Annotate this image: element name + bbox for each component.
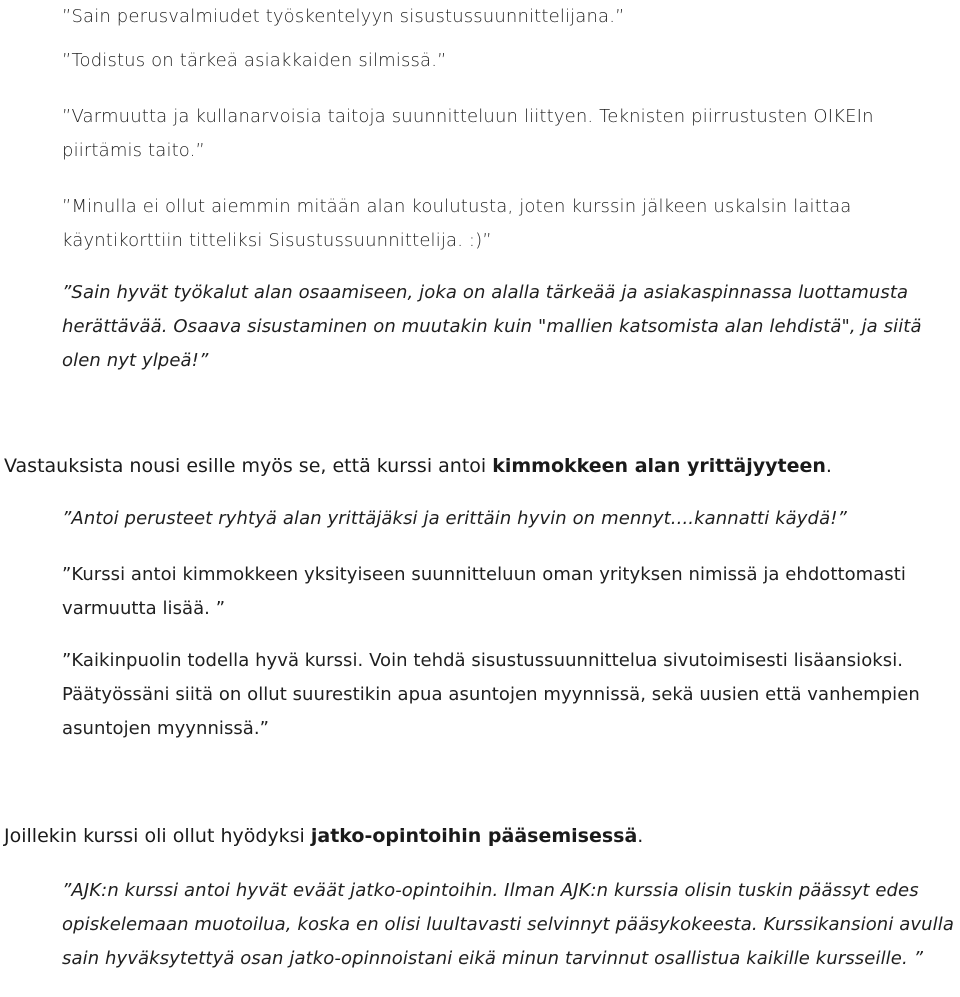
summary-statement (0, 819, 960, 853)
statement-emphasis: kimmokkeen alan yrittäjyyteen (492, 455, 826, 477)
statement-end: . (825, 455, 832, 477)
testimonial-quote: ”Sain perusvalmiudet työskentelyyn sisustussuunnittelijana.” (62, 6, 625, 27)
testimonial-quote: ”Sain hyvät työkalut alan osaamiseen, joka on alalla tärkeää ja asiakaspinnassa luottamusta herättävää. Osaava sisustaminen on muutakin kuin "mallien katsomista alan lehdistä", ja siitä olen nyt ylpeä!” (62, 282, 922, 371)
testimonial-quote: ”AJK:n kurssi antoi hyvät eväät jatko-opintoihin. Ilman AJK:n kurssia olisin tuskin päässyt edes opiskelemaan muotoilua, koska en olisi luultavasti selvinnyt pääsykokeesta. Kurssikansioni avulla sain hyväksytettyä osan jatko-opinnoistani eikä minun tarvinnut osallistua kaikille kursseille. ” (62, 880, 954, 969)
summary-statement (0, 449, 960, 483)
statement-emphasis: jatko-opintoihin pääsemisessä (310, 825, 638, 847)
testimonial-quote: ”Antoi perusteet ryhtyä alan yrittäjäksi ja erittäin hyvin on mennyt....kannatti käydä!” (62, 508, 847, 529)
statement-text: Joillekin kurssi oli ollut hyödyksi (4, 825, 311, 847)
statement-end: . (637, 825, 644, 847)
testimonial-quote: ”Kaikinpuolin todella hyvä kurssi. Voin tehdä sisustussuunnittelua sivutoimisesti lisäansioksi. Päätyössäni siitä on ollut suurestikin apua asuntojen myynnissä, sekä uusien että vanhempien asuntojen myynnissä.” (62, 650, 920, 739)
testimonial-quote: ”Kurssi antoi kimmokkeen yksityiseen suunnitteluun oman yrityksen nimissä ja ehdottomasti varmuutta lisää. ” (62, 564, 906, 619)
testimonial-quote: ”Minulla ei ollut aiemmin mitään alan koulutusta, joten kurssin jälkeen uskalsin laittaa käyntikorttiin titteliksi Sisustussuunnittelija. :)” (62, 196, 852, 251)
testimonial-quote: ”Varmuutta ja kullanarvoisia taitoja suunnitteluun liittyen. Teknisten piirrustusten OIKEIn piirtämis taito.” (62, 106, 874, 161)
testimonial-quote: ”Todistus on tärkeä asiakkaiden silmissä.” (62, 50, 447, 71)
statement-text: Vastauksista nousi esille myös se, että kurssi antoi (4, 455, 493, 477)
